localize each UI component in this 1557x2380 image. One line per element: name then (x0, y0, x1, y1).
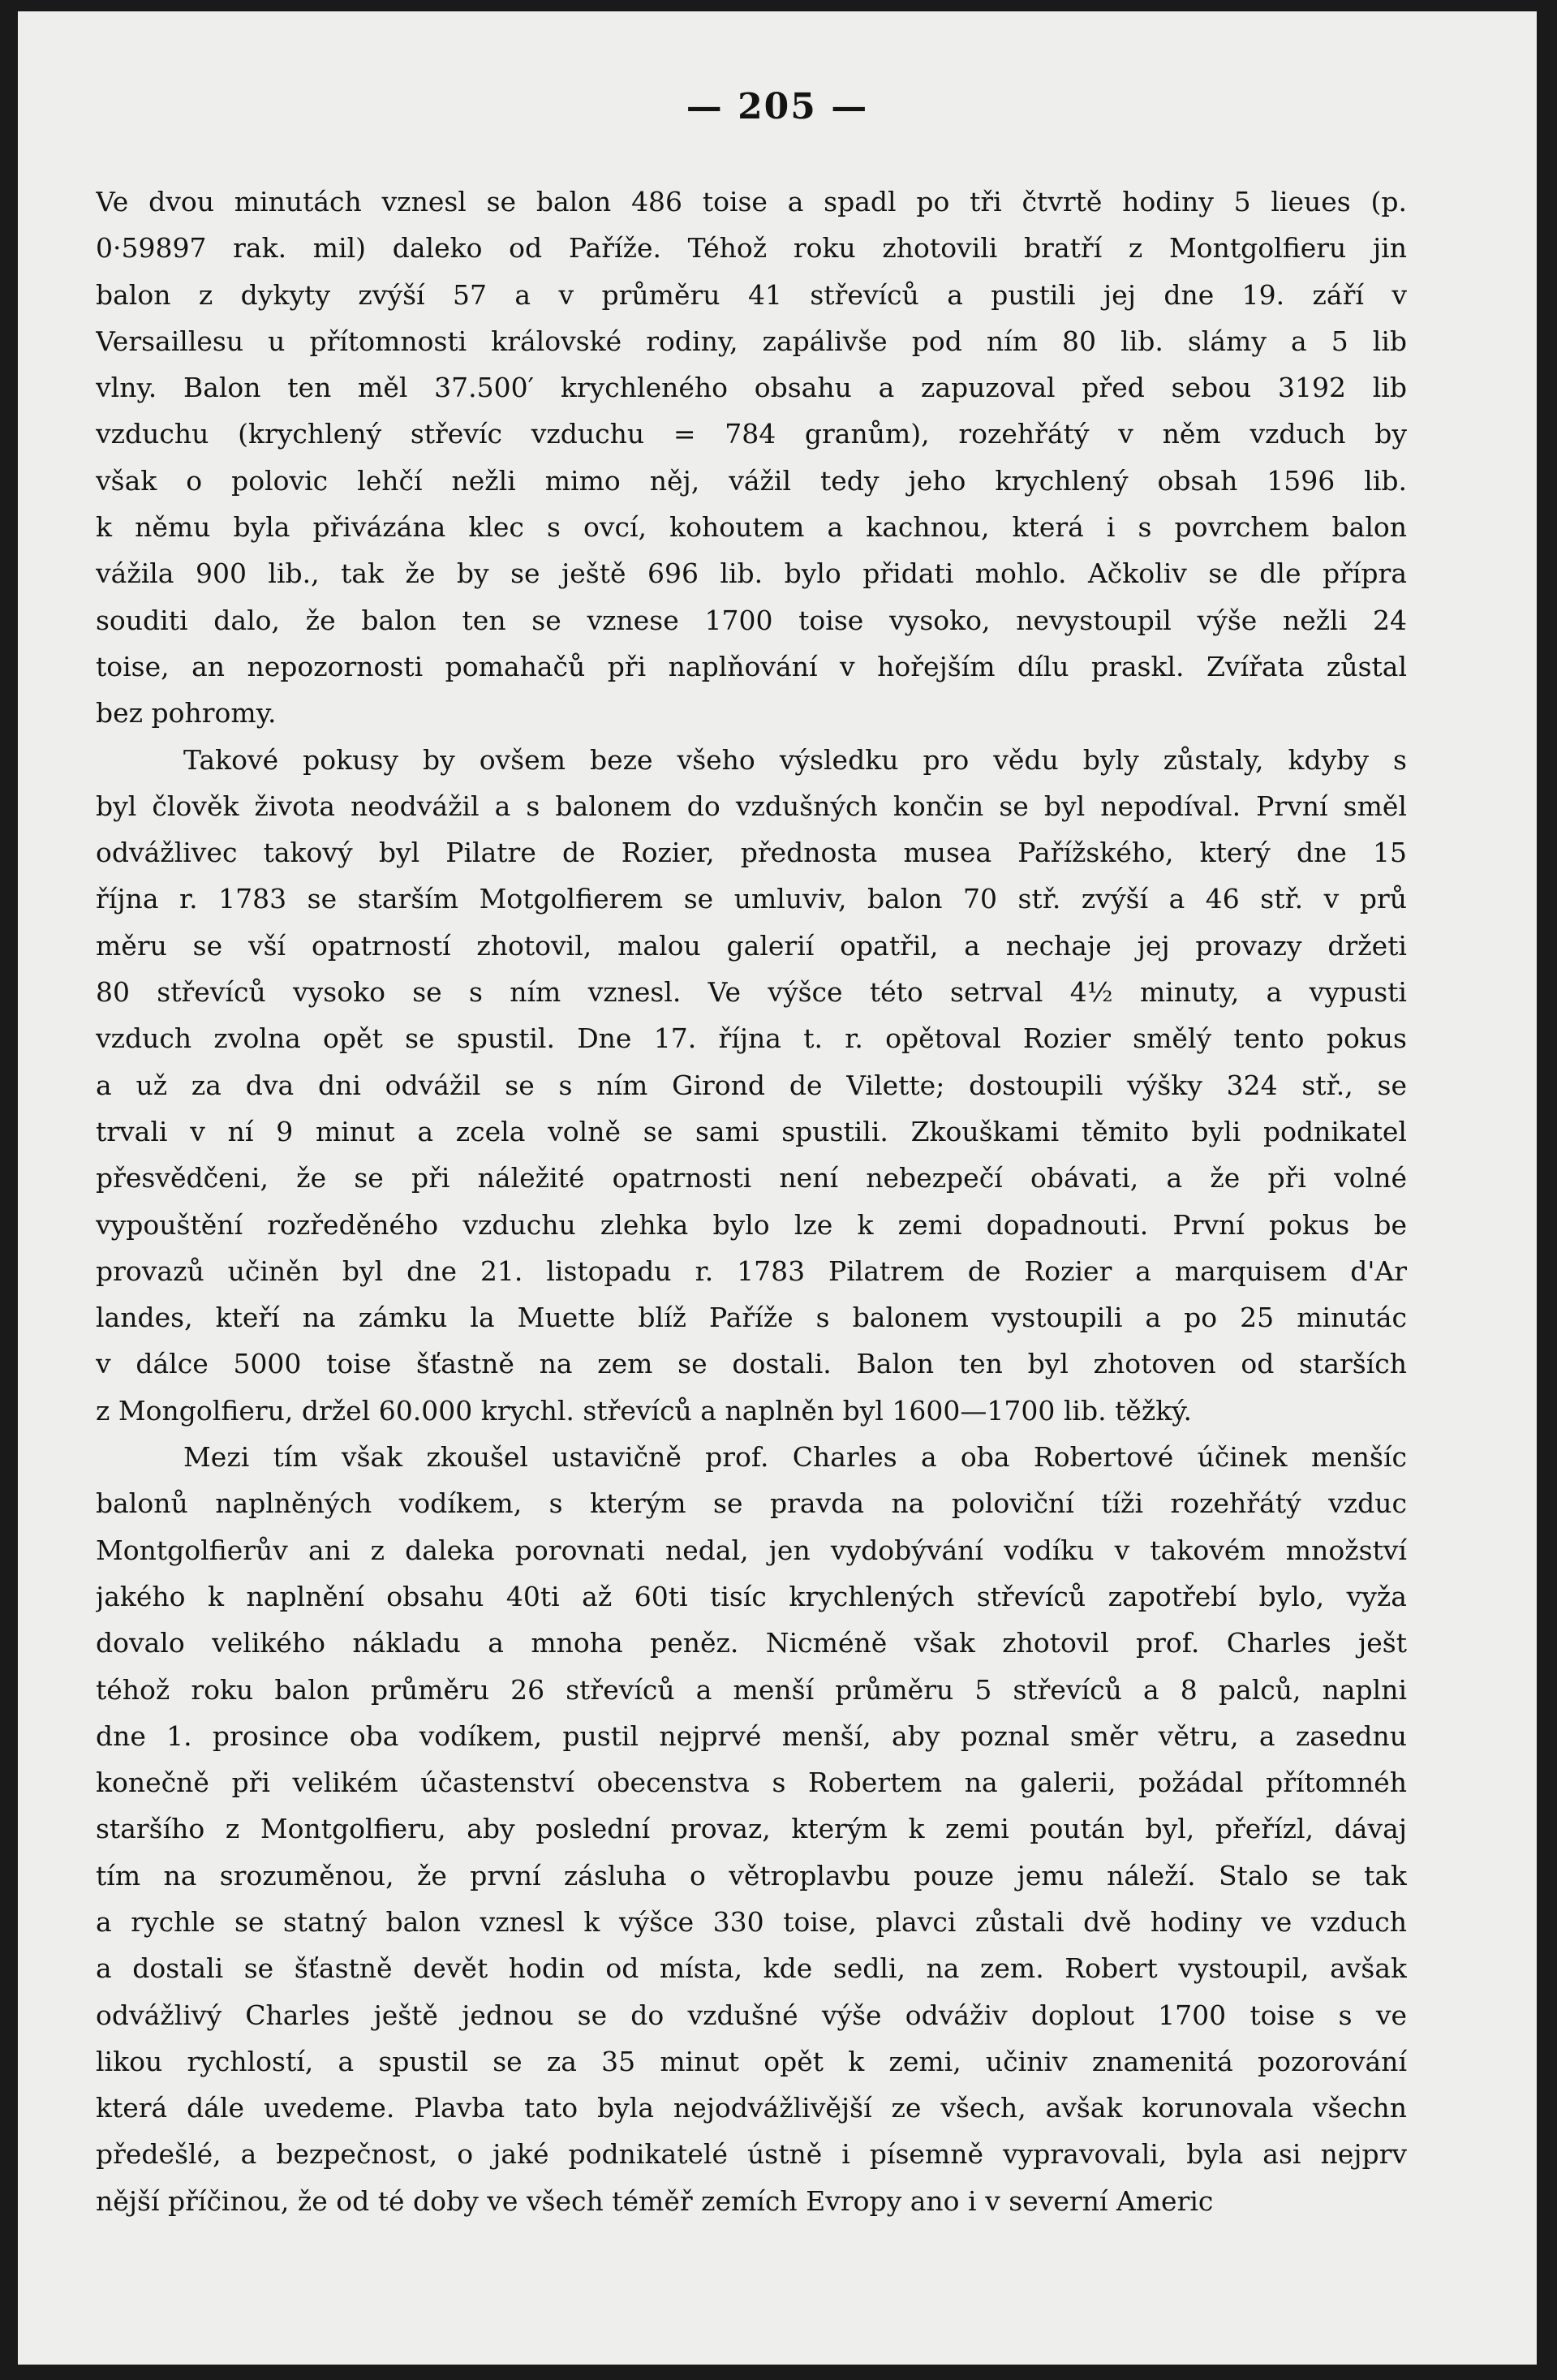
text-line: balon z dykyty zvýší 57 a v průměru 41 střevíců a pustili jej dne 19. září v (96, 278, 1407, 311)
text-line: 0·59897 rak. mil) daleko od Paříže. Téhož roku zhotovili bratří z Montgolfieru jin (96, 232, 1407, 265)
text-line: a rychle se statný balon vznesl k výšce 330 toise, plavci zůstali dvě hodiny ve vzduch (96, 1905, 1407, 1938)
text-line: vypouštění rozředěného vzduchu zlehka bylo lze k zemi dopadnouti. První pokus be (96, 1208, 1407, 1241)
paragraph-1 (96, 179, 1407, 737)
text-line: bez pohromy. (96, 697, 277, 729)
text-line: souditi dalo, že balon ten se vznese 1700 toise vysoko, nevystoupil výše nežli 24 (96, 604, 1407, 636)
text-line: vzduchu (krychlený střevíc vzduchu = 784 granům), rozehřátý v něm vzduch by (96, 418, 1407, 450)
text-line: odvážlivec takový byl Pilatre de Rozier, přednosta musea Pařížského, který dne 15 (96, 837, 1407, 869)
text-line: předešlé, a bezpečnost, o jaké podnikatelé ústně i písemně vypravovali, byla asi nejprv (96, 2138, 1407, 2171)
text-line: přesvědčeni, že se při náležité opatrnosti není nebezpečí obávati, a že při volné (96, 1162, 1407, 1194)
text-line: a už za dva dni odvážil se s ním Girond de Vilette; dostoupili výšky 324 stř., se (96, 1069, 1407, 1101)
text-line: z Mongolfieru, držel 60.000 krychl. střevíců a naplněn byl 1600—1700 lib. těžký. (96, 1394, 1193, 1427)
text-line: jakého k naplnění obsahu 40ti až 60ti tisíc krychlených střevíců zapotřebí bylo, vyža (96, 1580, 1407, 1612)
text-line: října r. 1783 se starším Motgolfierem se umluviv, balon 70 stř. zvýší a 46 stř. v prů (96, 883, 1407, 915)
text-line: Mezi tím však zkoušel ustavičně prof. Charles a oba Robertové účinek menšíc (183, 1441, 1407, 1474)
text-line: likou rychlostí, a spustil se za 35 minut opět k zemi, učiniv znamenitá pozorování (96, 2045, 1407, 2077)
text-line: nější příčinou, že od té doby ve všech téměř zemích Evropy ano i v severní Americ (96, 2184, 1214, 2217)
text-line: 80 střevíců vysoko se s ním vznesl. Ve výšce této setrval 4½ minuty, a vypusti (96, 976, 1407, 1009)
text-line: vzduch zvolna opět se spustil. Dne 17. října t. r. opětoval Rozier smělý tento pokus (96, 1022, 1407, 1055)
text-line: Ve dvou minutách vznesl se balon 486 toise a spadl po tři čtvrtě hodiny 5 lieues (p. (96, 186, 1407, 217)
text-line: Takové pokusy by ovšem beze všeho výsledku pro vědu byly zůstaly, kdyby s (183, 743, 1407, 776)
text-line: dovalo velikého nákladu a mnoha peněz. Nicméně však zhotovil prof. Charles ješt (96, 1627, 1407, 1659)
text-line: Montgolfierův ani z daleka porovnati nedal, jen vydobývání vodíku v takovém množství (96, 1534, 1407, 1566)
body-text (96, 179, 1407, 2224)
text-line: toise, an nepozornosti pomahačů při naplňování v hořejším dílu praskl. Zvířata zůstal (96, 650, 1407, 682)
text-line: tím na srozuměnou, že první zásluha o větroplavbu pouze jemu náleží. Stalo se tak (96, 1859, 1407, 1892)
text-line: balonů naplněných vodíkem, s kterým se pravda na poloviční tíži rozehřátý vzduc (96, 1487, 1407, 1520)
text-line: vážila 900 lib., tak že by se ještě 696 lib. bylo přidati mohlo. Ačkoliv se dle přípra (96, 557, 1407, 590)
text-line: k němu byla přivázána klec s ovcí, kohoutem a kachnou, která i s povrchem balon (96, 511, 1407, 544)
text-line: trvali v ní 9 minut a zcela volně se sami spustili. Zkouškami těmito byli podnikatel (96, 1115, 1407, 1147)
text-line: staršího z Montgolfieru, aby poslední provaz, kterým k zemi poután byl, přeřízl, dávaj (96, 1813, 1407, 1845)
paragraph-2 (96, 737, 1407, 1434)
paragraph-3 (96, 1434, 1407, 2224)
text-line: která dále uvedeme. Plavba tato byla nejodvážlivější ze všech, avšak korunovala všechn (96, 2092, 1407, 2124)
text-line: landes, kteří na zámku la Muette blíž Paříže s balonem vystoupili a po 25 minutác (96, 1302, 1407, 1334)
book-page (18, 11, 1537, 2365)
text-line: téhož roku balon průměru 26 střevíců a menší průměru 5 střevíců a 8 palců, naplni (96, 1673, 1407, 1706)
text-line: odvážlivý Charles ještě jednou se do vzdušné výše odváživ doplout 1700 toise s ve (96, 1999, 1407, 2031)
text-line: v dálce 5000 toise šťastně na zem se dostali. Balon ten byl zhotoven od starších (96, 1348, 1407, 1380)
text-line: byl člověk života neodvážil a s balonem do vzdušných končin se byl nepodíval. První směl (96, 790, 1407, 822)
text-line: však o polovic lehčí nežli mimo něj, vážil tedy jeho krychlený obsah 1596 lib. (96, 464, 1407, 497)
page-number: — 205 — (686, 86, 869, 127)
text-line: dne 1. prosince oba vodíkem, pustil nejprvé menší, aby poznal směr větru, a zasednu (96, 1719, 1407, 1752)
text-line: vlny. Balon ten měl 37.500′ krychleného obsahu a zapuzoval před sebou 3192 lib (96, 372, 1407, 404)
text-line: provazů učiněn byl dne 21. listopadu r. 1783 Pilatrem de Rozier a marquisem d'Ar (96, 1255, 1407, 1287)
text-line: měru se vší opatrností zhotovil, malou galerií opatřil, a nechaje jej provazy držeti (96, 929, 1407, 962)
text-line: a dostali se šťastně devět hodin od místa, kde sedli, na zem. Robert vystoupil, avšak (96, 1952, 1407, 1985)
text-line: Versaillesu u přítomnosti královské rodiny, zapálivše pod ním 80 lib. slámy a 5 lib (96, 325, 1407, 357)
text-line: konečně při velikém účastenství obecenstva s Robertem na galerii, požádal přítomnéh (96, 1767, 1407, 1799)
